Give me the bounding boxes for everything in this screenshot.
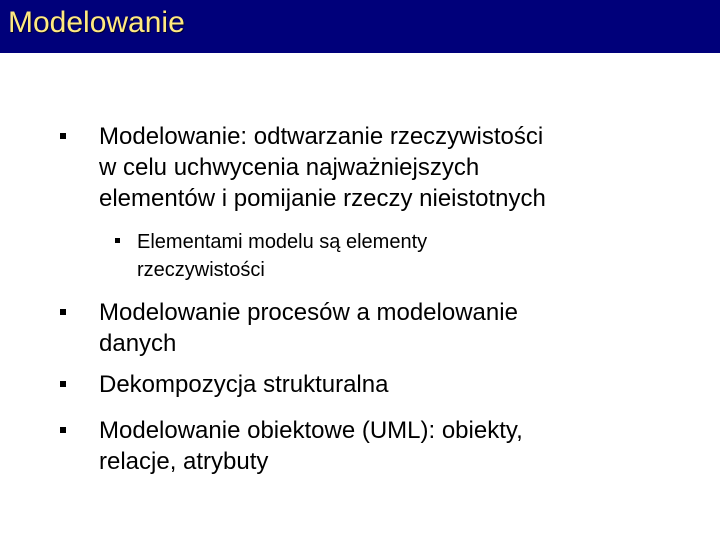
slide-title: Modelowanie [8, 6, 185, 39]
bullet-line: relacje, atrybuty [99, 448, 269, 475]
bullet-line: Modelowanie obiektowe (UML): obiekty, [99, 417, 523, 444]
square-bullet-icon [60, 309, 66, 315]
square-bullet-icon [60, 133, 66, 139]
bullet-text [99, 297, 518, 359]
bullet-line: rzeczywistości [137, 259, 265, 281]
bullet-text [99, 415, 523, 477]
bullet-line: w celu uchwycenia najważniejszych [99, 154, 480, 181]
square-bullet-icon [115, 238, 120, 243]
bullet-line: Elementami modelu są elementy [137, 231, 428, 253]
bullet-line: elementów i pomijanie rzeczy nieistotnych [99, 185, 546, 212]
bullet-line: danych [99, 330, 177, 357]
bullet-text [99, 369, 388, 400]
bullet-line: Modelowanie: odtwarzanie rzeczywistości [99, 123, 544, 150]
bullet-line: Modelowanie procesów a modelowanie [99, 299, 518, 326]
bullet-text [99, 121, 546, 214]
bullet-line: Dekompozycja strukturalna [99, 371, 389, 398]
square-bullet-icon [60, 381, 66, 387]
sub-bullet-text [137, 228, 427, 284]
square-bullet-icon [60, 427, 66, 433]
